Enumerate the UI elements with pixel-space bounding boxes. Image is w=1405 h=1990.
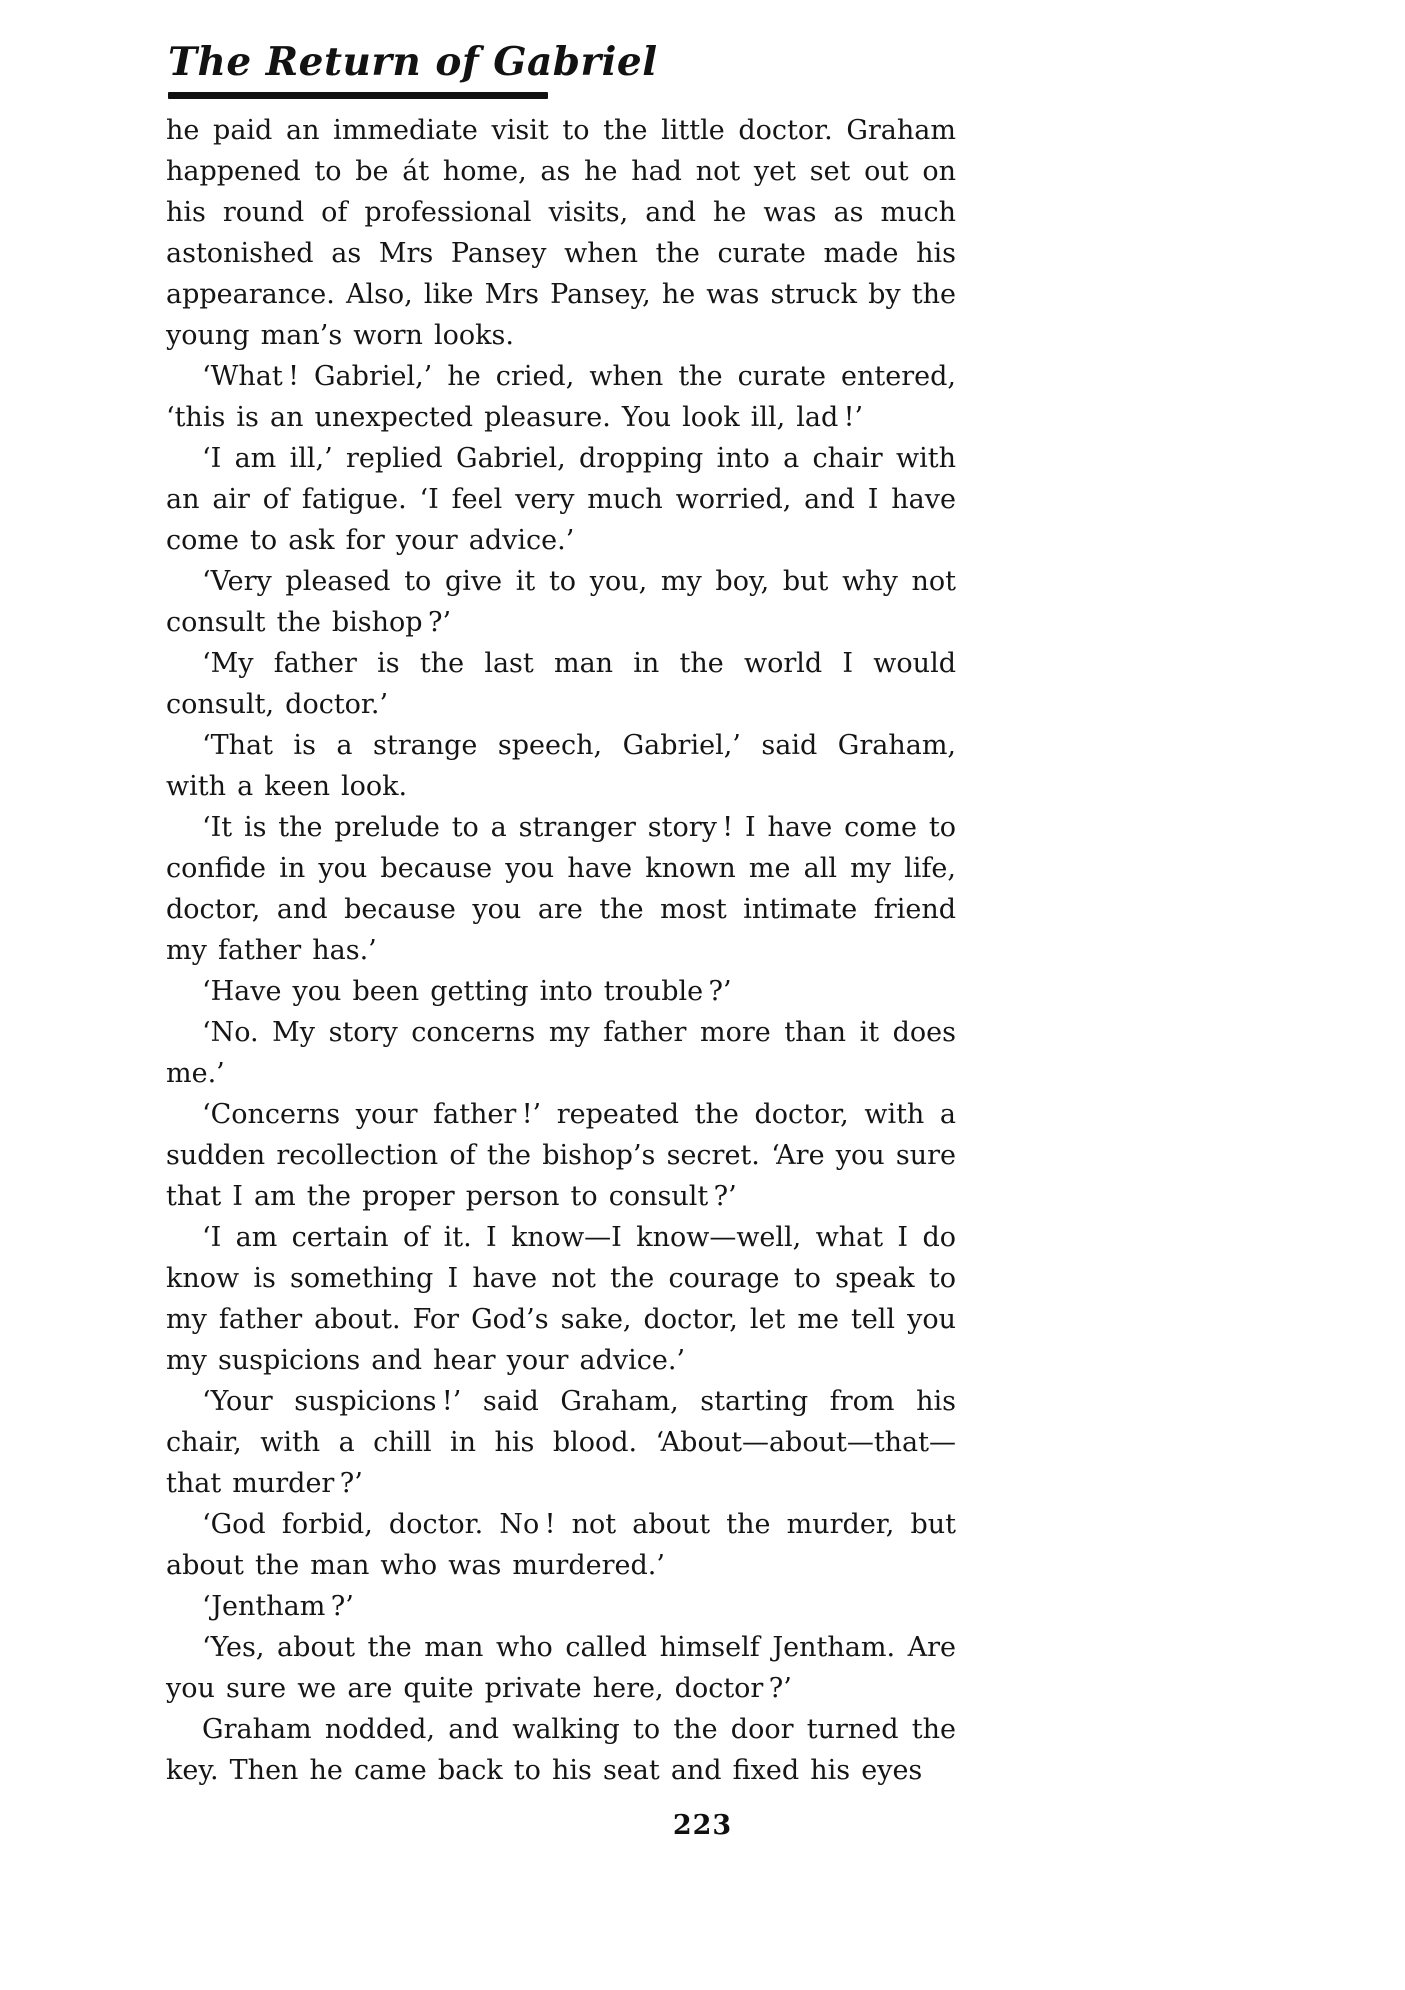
body-text xyxy=(166,110,956,1791)
paragraph: ‘Yes, about the man who called himself Jentham. Are you sure we are quite private here, doctor ?’ xyxy=(166,1632,956,1704)
running-header-title: The Return of Gabriel xyxy=(168,39,658,85)
paragraph: ‘My father is the last man in the world I would consult, doctor.’ xyxy=(166,648,956,720)
paragraph: he paid an immediate visit to the little doctor. Graham happened to be át home, as he had not yet set out on his round of professional visits, and he was as much astonished as Mrs Pansey when the curate made his appearance. Also, like Mrs Pansey, he was struck by the young man’s worn looks. xyxy=(166,115,956,351)
page-number: 223 xyxy=(672,1810,733,1841)
paragraph: ‘God forbid, doctor. No ! not about the murder, but about the man who was murdered.’ xyxy=(166,1509,956,1581)
paragraph: ‘Have you been getting into trouble ?’ xyxy=(202,976,732,1007)
page-header xyxy=(168,40,960,99)
paragraph: ‘That is a strange speech, Gabriel,’ said Graham, with a keen look. xyxy=(166,730,956,802)
paragraph: ‘No. My story concerns my father more than it does me.’ xyxy=(166,1017,956,1089)
paragraph: ‘Your suspicions !’ said Graham, starting from his chair, with a chill in his blood. ‘About—about—that—that murder ?’ xyxy=(166,1386,956,1499)
paragraph: ‘Very pleased to give it to you, my boy, but why not consult the bishop ?’ xyxy=(166,566,956,638)
paragraph: ‘It is the prelude to a stranger story ! I have come to confide in you because you have known me all my life, doctor, and because you are the most intimate friend my father has.’ xyxy=(166,812,956,966)
paragraph: ‘Concerns your father !’ repeated the doctor, with a sudden recollection of the bishop’s secret. ‘Are you sure that I am the proper person to consult ?’ xyxy=(166,1099,956,1212)
paragraph: ‘What ! Gabriel,’ he cried, when the curate entered, ‘this is an unexpected pleasure. You look ill, lad !’ xyxy=(166,361,956,433)
header-rule xyxy=(168,92,548,99)
paragraph: ‘I am ill,’ replied Gabriel, dropping into a chair with an air of fatigue. ‘I feel very much worried, and I have come to ask for your advice.’ xyxy=(166,443,956,556)
paragraph: ‘Jentham ?’ xyxy=(202,1591,354,1622)
paragraph: ‘I am certain of it. I know—I know—well, what I do know is something I have not the courage to speak to my father about. For God’s sake, doctor, let me tell you my suspicions and hear your advice.’ xyxy=(166,1222,956,1376)
paragraph: Graham nodded, and walking to the door turned the key. Then he came back to his seat and fixed his eyes xyxy=(166,1714,956,1786)
